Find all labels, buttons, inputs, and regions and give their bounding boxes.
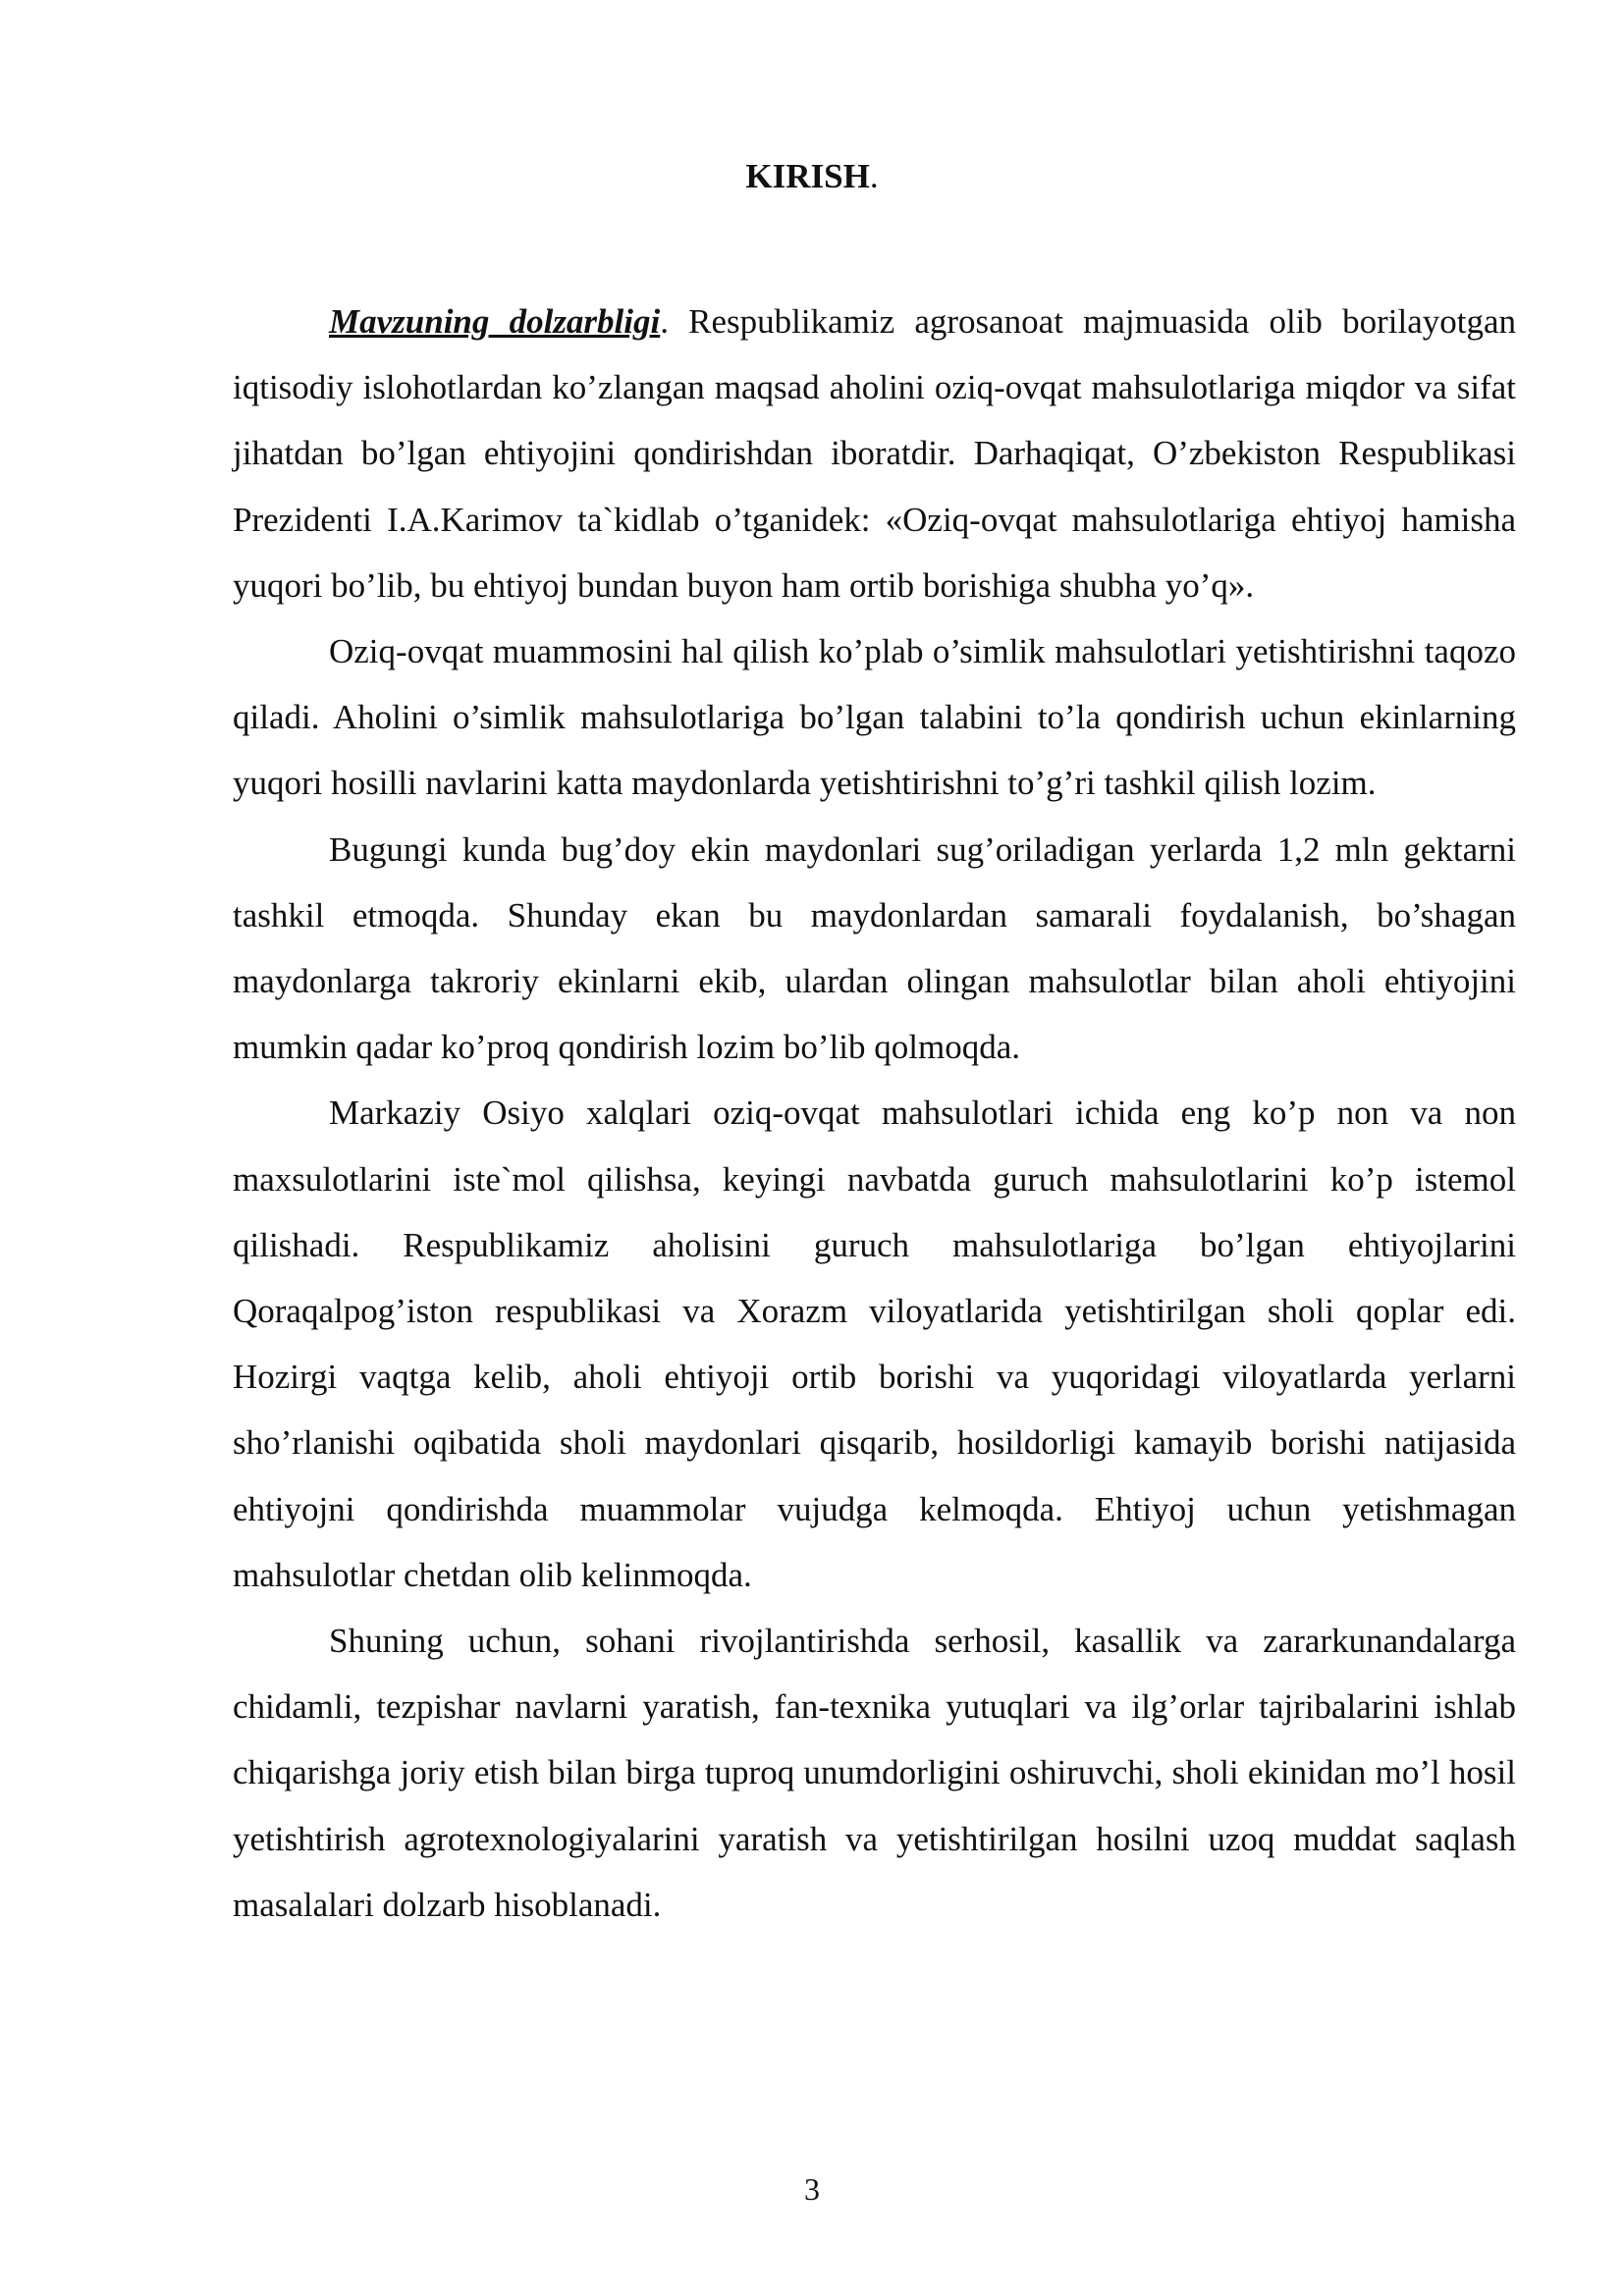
title-period: . xyxy=(869,157,879,195)
paragraph-1 xyxy=(233,289,1516,618)
page-title xyxy=(0,155,1624,198)
paragraph-3: Bugungi kunda bug’doy ekin maydonlari sug’oriladigan yerlarda 1,2 mln gektarni tashkil etmoqda. Shunday ekan bu maydonlardan samarali foydalanish, bo’shagan maydonlarga takroriy ekinlarni ekib, ulardan olingan mahsulotlar bilan aholi ehtiyojini mumkin qadar ko’proq qondirish lozim bo’lib qolmoqda. xyxy=(233,829,1516,1067)
paragraph-lead: Mavzuning dolzarbligi xyxy=(329,302,661,341)
page-number: 3 xyxy=(804,2171,820,2207)
paragraph-1-text: . Respublikamiz agrosanoat majmuasida olib borilayotgan iqtisodiy islohotlardan ko’zlangan maqsad aholini oziq-ovqat mahsulotlariga miqdor va sifat jihatdan bo’lgan ehtiyojini qondirishdan iboratdir. Darhaqiqat, O’zbekiston Respublikasi Prezidenti I.A.Karimov ta`kidlab o’tganidek: «Oziq-ovqat mahsulotlariga ehtiyoj hamisha yuqori bo’lib, bu ehtiyoj bundan buyon ham ortib borishiga shubha yo’q». xyxy=(233,302,1516,605)
paragraph-5: Shuning uchun, sohani rivojlantirishda serhosil, kasallik va zararkunandalarga chidamli, tezpishar navlarni yaratish, fan-texnika yutuqlari va ilg’orlar tajribalarini ishlab chiqarishga joriy etish bilan birga tuproq unumdorligini oshiruvchi, sholi ekinidan mo’l hosil yetishtirish agrotexnologiyalarini yaratish va yetishtirilgan hosilni uzoq muddat saqlash masalalari dolzarb hisoblanadi. xyxy=(233,1622,1516,1924)
body-text xyxy=(233,289,1516,1938)
paragraph-2: Oziq-ovqat muammosini hal qilish ko’plab o’simlik mahsulotlari yetishtirishni taqozo qiladi. Aholini o’simlik mahsulotlariga bo’lgan talabini to’la qondirish uchun ekinlarning yuqori hosilli navlarini katta maydonlarda yetishtirishni to’g’ri tashkil qilish lozim. xyxy=(233,632,1516,803)
paragraph-4: Markaziy Osiyo xalqlari oziq-ovqat mahsulotlari ichida eng ko’p non va non maxsulotlarini iste`mol qilishsa, keyingi navbatda guruch mahsulotlarini ko’p istemol qilishadi. Respublikamiz aholisini guruch mahsulotlariga bo’lgan ehtiyojlarini Qoraqalpog’iston respublikasi va Xorazm viloyatlarida yetishtirilgan sholi qoplar edi. Hozirgi vaqtga kelib, aholi ehtiyoji ortib borishi va yuqoridagi viloyatlarda yerlarni sho’rlanishi oqibatida sholi maydonlari qisqarib, hosildorligi kamayib borishi natijasida ehtiyojni qondirishda muammolar vujudga kelmoqda. Ehtiyoj uchun yetishmagan mahsulotlar chetdan olib kelinmoqda. xyxy=(233,1094,1516,1594)
title-text: KIRISH xyxy=(745,157,870,195)
